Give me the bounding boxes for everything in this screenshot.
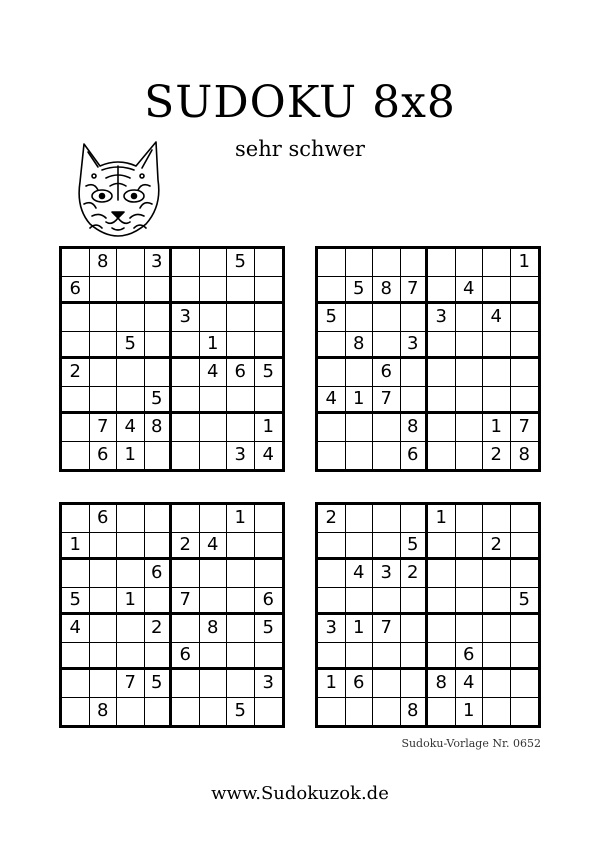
sudoku-cell <box>373 670 401 698</box>
sudoku-cell <box>227 588 255 616</box>
sudoku-cell <box>456 414 484 442</box>
sudoku-cell <box>200 560 228 588</box>
sudoku-cell <box>346 643 374 671</box>
sudoku-cell: 6 <box>90 442 118 470</box>
sudoku-cell <box>227 560 255 588</box>
sudoku-cell: 6 <box>227 359 255 387</box>
sudoku-cell <box>145 442 173 470</box>
sudoku-cell <box>172 249 200 277</box>
sudoku-cell: 6 <box>346 670 374 698</box>
sudoku-cell <box>401 304 429 332</box>
sudoku-cell: 1 <box>483 414 511 442</box>
sudoku-cell: 3 <box>145 249 173 277</box>
sudoku-cell <box>117 698 145 726</box>
sudoku-cell: 6 <box>172 643 200 671</box>
sudoku-cell <box>456 615 484 643</box>
sudoku-cell <box>511 387 539 415</box>
sudoku-cell <box>90 615 118 643</box>
sudoku-cell <box>117 304 145 332</box>
sudoku-cell <box>346 304 374 332</box>
sudoku-cell: 1 <box>346 615 374 643</box>
sudoku-cell: 6 <box>255 588 283 616</box>
sudoku-cell <box>456 359 484 387</box>
sudoku-cell <box>318 588 346 616</box>
sudoku-cell <box>401 249 429 277</box>
sudoku-cell <box>172 332 200 360</box>
sudoku-cell: 6 <box>90 505 118 533</box>
sudoku-cell <box>511 505 539 533</box>
sudoku-cell: 6 <box>456 643 484 671</box>
sudoku-cell <box>90 588 118 616</box>
sudoku-cell: 6 <box>373 359 401 387</box>
sudoku-cell <box>172 414 200 442</box>
sudoku-cell <box>373 698 401 726</box>
sudoku-cell <box>145 277 173 305</box>
sudoku-cell <box>200 249 228 277</box>
sudoku-cell <box>200 442 228 470</box>
sudoku-cell <box>90 670 118 698</box>
sudoku-cell <box>346 414 374 442</box>
sudoku-cell <box>483 615 511 643</box>
sudoku-cell: 3 <box>255 670 283 698</box>
sudoku-cell: 1 <box>200 332 228 360</box>
sudoku-cell <box>117 249 145 277</box>
sudoku-cell: 5 <box>511 588 539 616</box>
sudoku-cell <box>227 615 255 643</box>
sudoku-cell <box>117 560 145 588</box>
sudoku-cell <box>227 643 255 671</box>
sudoku-grid-1 <box>59 246 285 472</box>
sudoku-cell <box>456 588 484 616</box>
sudoku-cell: 3 <box>373 560 401 588</box>
sudoku-cell: 4 <box>456 670 484 698</box>
sudoku-cell <box>145 588 173 616</box>
sudoku-cell <box>255 643 283 671</box>
sudoku-cell <box>511 332 539 360</box>
sudoku-cell: 2 <box>483 442 511 470</box>
sudoku-cell <box>483 387 511 415</box>
sudoku-cell <box>62 249 90 277</box>
sudoku-cell: 3 <box>172 304 200 332</box>
sudoku-cell: 2 <box>145 615 173 643</box>
sudoku-cell <box>456 387 484 415</box>
sudoku-cell <box>172 698 200 726</box>
sudoku-cell <box>227 670 255 698</box>
website-url: www.Sudokuzok.de <box>211 783 389 804</box>
sudoku-cell <box>200 698 228 726</box>
sudoku-cell: 6 <box>62 277 90 305</box>
sudoku-cell <box>227 304 255 332</box>
sudoku-cell <box>318 560 346 588</box>
sudoku-cell: 5 <box>255 359 283 387</box>
sudoku-cell <box>346 533 374 561</box>
sudoku-cell <box>456 249 484 277</box>
sudoku-cell <box>483 588 511 616</box>
sudoku-cell <box>90 643 118 671</box>
sudoku-cell <box>401 359 429 387</box>
sudoku-cell <box>90 560 118 588</box>
sudoku-cell: 2 <box>318 505 346 533</box>
sudoku-cell <box>346 698 374 726</box>
sudoku-cell: 7 <box>373 615 401 643</box>
sudoku-cell <box>172 560 200 588</box>
sudoku-cell: 1 <box>428 505 456 533</box>
sudoku-cell <box>401 615 429 643</box>
sudoku-cell <box>227 332 255 360</box>
sudoku-cell <box>255 387 283 415</box>
sudoku-cell <box>145 533 173 561</box>
sudoku-cell <box>318 332 346 360</box>
sudoku-cell: 8 <box>90 698 118 726</box>
sudoku-cell <box>428 277 456 305</box>
sudoku-cell: 2 <box>172 533 200 561</box>
sudoku-cell <box>145 332 173 360</box>
sudoku-cell: 2 <box>401 560 429 588</box>
cat-face-icon <box>72 136 164 240</box>
sudoku-cell <box>62 414 90 442</box>
sudoku-cell <box>511 560 539 588</box>
sudoku-cell <box>227 387 255 415</box>
sudoku-cell <box>511 698 539 726</box>
sudoku-cell: 4 <box>62 615 90 643</box>
sudoku-cell <box>511 304 539 332</box>
sudoku-cell: 4 <box>483 304 511 332</box>
sudoku-cell <box>90 359 118 387</box>
sudoku-cell <box>200 387 228 415</box>
sudoku-cell <box>90 533 118 561</box>
sudoku-cell <box>172 359 200 387</box>
sudoku-cell <box>373 505 401 533</box>
sudoku-cell: 5 <box>318 304 346 332</box>
sudoku-cell: 8 <box>200 615 228 643</box>
sudoku-cell <box>483 277 511 305</box>
sudoku-cell <box>117 643 145 671</box>
sudoku-cell <box>483 249 511 277</box>
sudoku-cell <box>483 505 511 533</box>
sudoku-grid-3 <box>59 502 285 728</box>
difficulty-subtitle: sehr schwer <box>235 137 365 161</box>
sudoku-cell: 7 <box>373 387 401 415</box>
sudoku-cell: 4 <box>318 387 346 415</box>
sudoku-cell: 1 <box>346 387 374 415</box>
sudoku-cell: 4 <box>346 560 374 588</box>
sudoku-cell <box>401 670 429 698</box>
sudoku-cell <box>62 505 90 533</box>
sudoku-cell <box>511 670 539 698</box>
sudoku-cell <box>483 698 511 726</box>
sudoku-cell <box>373 304 401 332</box>
sudoku-cell <box>62 387 90 415</box>
sudoku-grid-4 <box>315 502 541 728</box>
sudoku-cell <box>428 698 456 726</box>
sudoku-cell <box>62 670 90 698</box>
sudoku-cell <box>511 533 539 561</box>
sudoku-cell <box>456 505 484 533</box>
sudoku-cell <box>145 359 173 387</box>
sudoku-cell: 8 <box>346 332 374 360</box>
sudoku-cell: 5 <box>145 670 173 698</box>
sudoku-cell: 1 <box>255 414 283 442</box>
sudoku-cell: 1 <box>227 505 255 533</box>
sudoku-cell <box>346 505 374 533</box>
sudoku-cell: 8 <box>518 444 530 466</box>
sudoku-cell: 5 <box>117 332 145 360</box>
sudoku-cell <box>373 442 401 470</box>
sudoku-cell: 1 <box>511 249 539 277</box>
sudoku-cell: 4 <box>456 277 484 305</box>
sudoku-cell: 4 <box>200 359 228 387</box>
sudoku-cell: 5 <box>255 615 283 643</box>
sudoku-cell <box>511 277 539 305</box>
sudoku-cell <box>483 670 511 698</box>
sudoku-cell <box>200 304 228 332</box>
sudoku-cell: 1 <box>62 533 90 561</box>
sudoku-cell <box>318 277 346 305</box>
sudoku-cell: 7 <box>401 277 429 305</box>
sudoku-cell <box>401 588 429 616</box>
sudoku-cell: 1 <box>117 588 145 616</box>
sudoku-cell: 8 <box>145 414 173 442</box>
sudoku-cell <box>373 249 401 277</box>
sudoku-cell <box>172 277 200 305</box>
sudoku-cell <box>346 359 374 387</box>
sudoku-cell <box>483 359 511 387</box>
sudoku-cell <box>428 414 456 442</box>
sudoku-cell <box>117 615 145 643</box>
sudoku-cell <box>62 442 90 470</box>
sudoku-cell <box>227 277 255 305</box>
sudoku-cell <box>117 277 145 305</box>
sudoku-cell <box>428 359 456 387</box>
sudoku-cell <box>318 698 346 726</box>
sudoku-cell <box>318 533 346 561</box>
sudoku-cell <box>172 442 200 470</box>
page-title: SUDOKU 8x8 <box>144 77 456 128</box>
sudoku-cell: 7 <box>511 414 539 442</box>
sudoku-cell <box>318 414 346 442</box>
sudoku-cell <box>255 277 283 305</box>
sudoku-cell <box>117 387 145 415</box>
sudoku-cell: 2 <box>62 359 90 387</box>
sudoku-cell <box>483 643 511 671</box>
sudoku-cell <box>145 304 173 332</box>
sudoku-cell: 2 <box>483 533 511 561</box>
sudoku-cell <box>117 359 145 387</box>
sudoku-cell: 1 <box>318 670 346 698</box>
sudoku-cell <box>172 387 200 415</box>
sudoku-cell <box>117 533 145 561</box>
sudoku-cell <box>428 332 456 360</box>
sudoku-cell <box>428 387 456 415</box>
sudoku-cell: 5 <box>346 277 374 305</box>
sudoku-cell: 7 <box>117 670 145 698</box>
sudoku-cell <box>62 332 90 360</box>
sudoku-cell <box>200 277 228 305</box>
sudoku-cell: 7 <box>90 414 118 442</box>
sudoku-cell <box>90 387 118 415</box>
sudoku-cell <box>62 560 90 588</box>
sudoku-cell: 3 <box>428 304 456 332</box>
sudoku-cell <box>373 533 401 561</box>
sudoku-cell <box>200 588 228 616</box>
sudoku-cell <box>172 505 200 533</box>
sudoku-cell: 6 <box>145 560 173 588</box>
sudoku-cell <box>483 560 511 588</box>
sudoku-cell <box>145 698 173 726</box>
sudoku-cell <box>200 643 228 671</box>
sudoku-cell: 3 <box>227 442 255 470</box>
sudoku-cell: 5 <box>227 698 255 726</box>
sudoku-cell <box>62 698 90 726</box>
sudoku-cell: 8 <box>401 414 429 442</box>
sudoku-cell <box>90 304 118 332</box>
sudoku-cell <box>346 442 374 470</box>
sudoku-cell: 5 <box>145 387 173 415</box>
sudoku-cell <box>401 505 429 533</box>
sudoku-cell <box>255 505 283 533</box>
sudoku-cell <box>456 304 484 332</box>
sudoku-cell <box>428 588 456 616</box>
sudoku-cell <box>428 560 456 588</box>
sudoku-cell <box>511 615 539 643</box>
sudoku-cell <box>227 533 255 561</box>
sudoku-cell: 7 <box>172 588 200 616</box>
sudoku-cell <box>373 332 401 360</box>
sudoku-cell <box>428 533 456 561</box>
sudoku-cell: 8 <box>90 249 118 277</box>
sudoku-cell <box>373 588 401 616</box>
template-number: Sudoku-Vorlage Nr. 0652 <box>401 737 541 750</box>
sudoku-cell <box>428 249 456 277</box>
sudoku-cell: 4 <box>262 444 274 466</box>
sudoku-cell <box>428 615 456 643</box>
sudoku-cell: 5 <box>401 533 429 561</box>
sudoku-cell: 4 <box>117 414 145 442</box>
sudoku-cell <box>255 560 283 588</box>
sudoku-cell <box>428 442 456 470</box>
sudoku-cell <box>456 560 484 588</box>
sudoku-cell <box>318 249 346 277</box>
sudoku-cell: 5 <box>62 588 90 616</box>
sudoku-cell <box>346 588 374 616</box>
sudoku-cell <box>318 442 346 470</box>
sudoku-cell: 4 <box>200 533 228 561</box>
sudoku-cell <box>200 414 228 442</box>
sudoku-cell <box>200 670 228 698</box>
sudoku-cell: 3 <box>318 615 346 643</box>
sudoku-cell <box>117 505 145 533</box>
sudoku-cell: 6 <box>401 442 429 470</box>
sudoku-cell <box>318 643 346 671</box>
sudoku-cell <box>456 332 484 360</box>
sudoku-cell <box>456 533 484 561</box>
sudoku-cell <box>90 332 118 360</box>
sudoku-cell <box>200 505 228 533</box>
sudoku-cell: 8 <box>428 670 456 698</box>
sudoku-cell <box>318 359 346 387</box>
sudoku-cell: 1 <box>456 698 484 726</box>
sudoku-cell <box>255 249 283 277</box>
sudoku-cell <box>401 387 429 415</box>
sudoku-cell <box>62 304 90 332</box>
sudoku-cell: 8 <box>401 698 429 726</box>
sudoku-cell <box>62 643 90 671</box>
sudoku-cell <box>511 643 539 671</box>
sudoku-cell <box>145 505 173 533</box>
sudoku-grid-2 <box>315 246 541 472</box>
sudoku-cell <box>456 442 484 470</box>
sudoku-cell <box>428 643 456 671</box>
sudoku-cell <box>373 643 401 671</box>
sudoku-cell <box>255 698 283 726</box>
sudoku-cell <box>401 643 429 671</box>
sudoku-cell <box>90 277 118 305</box>
sudoku-cell <box>255 304 283 332</box>
sudoku-cell <box>172 615 200 643</box>
sudoku-cell: 8 <box>373 277 401 305</box>
sudoku-cell <box>346 249 374 277</box>
sudoku-cell <box>172 670 200 698</box>
sudoku-cell <box>255 332 283 360</box>
sudoku-cell: 3 <box>401 332 429 360</box>
sudoku-cell: 5 <box>227 249 255 277</box>
sudoku-cell <box>227 414 255 442</box>
sudoku-cell <box>145 643 173 671</box>
sudoku-cell <box>483 332 511 360</box>
sudoku-cell <box>255 533 283 561</box>
sudoku-cell: 1 <box>117 442 145 470</box>
sudoku-cell <box>373 414 401 442</box>
sudoku-cell <box>511 359 539 387</box>
